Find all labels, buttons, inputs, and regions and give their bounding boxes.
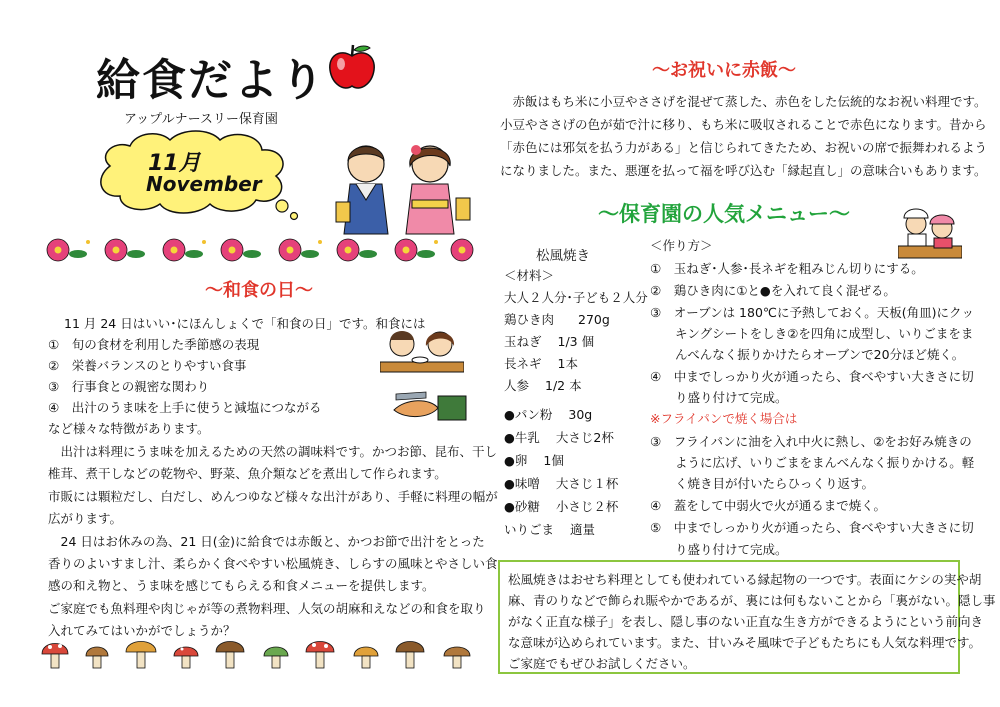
ingredient-row xyxy=(504,497,618,515)
ingredient-amount: 大さじ2杯 xyxy=(555,430,614,445)
organization-name: アップルナースリー保育園 xyxy=(124,112,278,127)
ingredient-name: 玉ねぎ xyxy=(504,334,542,349)
washoku-line: 感の和え物と、うま味を感じてもらえる和食メニューを提供します。 xyxy=(48,578,435,593)
washoku-line: ④ 出汁のうま味を上手に使うと減塩につながる xyxy=(48,400,322,415)
frypan-step-line: ように広げ、いりごまをまんべんなく振りかける。軽 xyxy=(650,455,975,470)
ingredient-amount: 1/3 個 xyxy=(557,334,595,349)
washoku-line: 入れてみてはいかがでしょうか？ xyxy=(48,623,236,638)
washoku-line: 香りのよいすまし汁、柔らかく食べやすい松風焼き、しらすの風味とやさしい食 xyxy=(48,556,498,571)
frypan-step-line: ⑤ 中までしっかり火が通ったら、食べやすい大きさに切 xyxy=(650,520,974,535)
ingredient-name: ●砂糖 xyxy=(504,499,540,514)
ingredient-name: ●パン粉 xyxy=(504,407,553,422)
newsletter-title: 給食だより xyxy=(96,55,326,106)
washoku-line: など様々な特徴があります。 xyxy=(48,421,210,436)
steps-label: ＜作り方＞ xyxy=(650,238,713,253)
children-kimono-illustration xyxy=(326,140,476,238)
ingredient-amount: 270g xyxy=(578,312,610,327)
sekihan-line: 赤飯はもち米に小豆やささげを混ぜて蒸した、赤色をした伝統的なお祝い料理です。 xyxy=(500,94,987,109)
step-line: ④ 中までしっかり火が通ったら、食べやすい大きさに切 xyxy=(650,369,974,384)
step-line: り盛り付けて完成。 xyxy=(650,390,788,405)
ingredient-row xyxy=(504,332,594,350)
frypan-step-line: ④ 蓋をして中弱火で火が通るまで焼く。 xyxy=(650,498,886,513)
apple-icon xyxy=(326,42,378,92)
ingredient-amount: 1/2 本 xyxy=(545,378,582,393)
ingredient-name: ●牛乳 xyxy=(504,430,540,445)
ingredient-name: 人参 xyxy=(504,378,530,393)
servings: 大人２人分･子ども２人分 xyxy=(504,290,648,305)
washoku-line: ① 旬の食材を利用した季節感の表現 xyxy=(48,337,260,352)
ingredient-name: 長ネギ xyxy=(504,356,542,371)
ingredient-amount: 小さじ２杯 xyxy=(555,499,619,514)
frypan-step-line: り盛り付けて完成。 xyxy=(650,542,788,557)
sekihan-line: になりました。また、悪運を払って福を呼び込む「縁起直し」の意味合いもあります。 xyxy=(500,163,987,178)
ingredient-row xyxy=(504,474,618,492)
step-line: キングシートをしき②を四角に成型し、いりごまをま xyxy=(650,326,974,341)
ingredient-name: 鶏ひき肉 xyxy=(504,312,555,327)
popular-menu-heading: ～保育園の人気メニュー～ xyxy=(598,202,850,226)
frypan-step-line: く焼き目が付いたらひっくり返す。 xyxy=(650,476,875,491)
ingredient-row xyxy=(504,451,564,469)
mushroom-border xyxy=(38,636,478,672)
ingredient-amount: 1個 xyxy=(543,453,564,468)
washoku-line: 市販には顆粒だし、白だし、めんつゆなど様々な出汁があり、手軽に料理の幅が xyxy=(48,489,498,504)
frypan-step-line: ③ フライパンに油を入れ中火に熱し、②をお好み焼きの xyxy=(650,434,972,449)
washoku-heading: ～和食の日～ xyxy=(205,280,313,301)
ingredient-amount: 大さじ１杯 xyxy=(555,476,619,491)
ingredient-amount: 1本 xyxy=(557,356,578,371)
washoku-line: ご家庭でも魚料理や肉じゃが等の煮物料理、人気の胡麻和えなどの和食を取り xyxy=(48,601,486,616)
sekihan-heading: ～お祝いに赤飯～ xyxy=(652,60,796,81)
ingredient-row xyxy=(504,405,592,423)
ingredient-name: ●味噌 xyxy=(504,476,540,491)
washoku-line: 出汁は料理にうま味を加えるための天然の調味料です。かつお節、昆布、干し xyxy=(48,444,498,459)
children-eating-illustration xyxy=(380,326,464,376)
ingredient-row xyxy=(504,520,595,538)
camellia-flower-border xyxy=(38,234,478,266)
dish-name: 松風焼き xyxy=(536,248,590,264)
sekihan-line: 「赤色には邪気を払う力がある」と信じられてきたため、お祝いの席で振舞われるよう xyxy=(500,140,988,155)
step-line: ① 玉ねぎ･人参･長ネギを粗みじん切りにする。 xyxy=(650,261,924,276)
step-line: んべんなく振りかけたらオーブンで20分ほど焼く。 xyxy=(650,347,965,362)
ingredient-row xyxy=(504,376,582,394)
note-line: ご家庭でもぜひお試しください。 xyxy=(508,656,696,671)
ingredient-row xyxy=(504,354,578,372)
frypan-label: ※フライパンで焼く場合は xyxy=(650,411,798,426)
washoku-line: 24 日はお休みの為、21 日(金)に給食では赤飯と、かつお節で出汁をとった xyxy=(48,534,485,549)
ingredient-name: いりごま xyxy=(504,522,555,537)
month-label: 11月 xyxy=(148,151,201,176)
note-line: 麻、青のりなどで飾られ賑やかであるが、裏には何もないことから「裏がない。隠し事 xyxy=(508,593,996,608)
washoku-line: ② 栄養バランスのとりやすい食事 xyxy=(48,358,247,373)
washoku-line: 広がります。 xyxy=(48,511,123,526)
note-line: がなく正直な様子」を表し、隠し事のない正直な生き方ができるようにという前向き xyxy=(508,614,984,629)
sekihan-line: 小豆やささげの色が茹で汁に移り、もち米に吸収されることで赤色になります。昔から xyxy=(500,117,987,132)
ingredient-name: ●卵 xyxy=(504,453,528,468)
step-line: ③ オーブンは 180℃に予熱しておく。天板(角皿)にクッ xyxy=(650,305,974,320)
note-line: な意味が込められています。また、甘いみそ風味で子どもたちにも人気な料理です。 xyxy=(508,635,982,650)
month-english-label: November xyxy=(146,172,262,196)
cooking-kids-illustration xyxy=(898,206,962,262)
note-line: 松風焼きはおせち料理としても使われている縁起物の一つです。表面にケシの実や胡 xyxy=(508,572,982,587)
dried-fish-kombu-illustration xyxy=(386,386,470,426)
ingredient-row xyxy=(504,428,614,446)
ingredient-row xyxy=(504,310,610,328)
ingredients-label: ＜材料＞ xyxy=(504,268,555,283)
washoku-line: 椎茸、煮干しなどの乾物や、野菜、魚介類などを煮出して作られます。 xyxy=(48,466,447,481)
ingredient-amount: 適量 xyxy=(570,522,596,537)
washoku-line: ③ 行事食との親密な関わり xyxy=(48,379,210,394)
step-line: ② 鶏ひき肉に①と●を入れて良く混ぜる。 xyxy=(650,283,896,298)
washoku-line: 11 月 24 日はいい･にほんしょくで「和食の日」です。和食には xyxy=(64,316,426,331)
ingredient-amount: 30g xyxy=(568,407,593,422)
